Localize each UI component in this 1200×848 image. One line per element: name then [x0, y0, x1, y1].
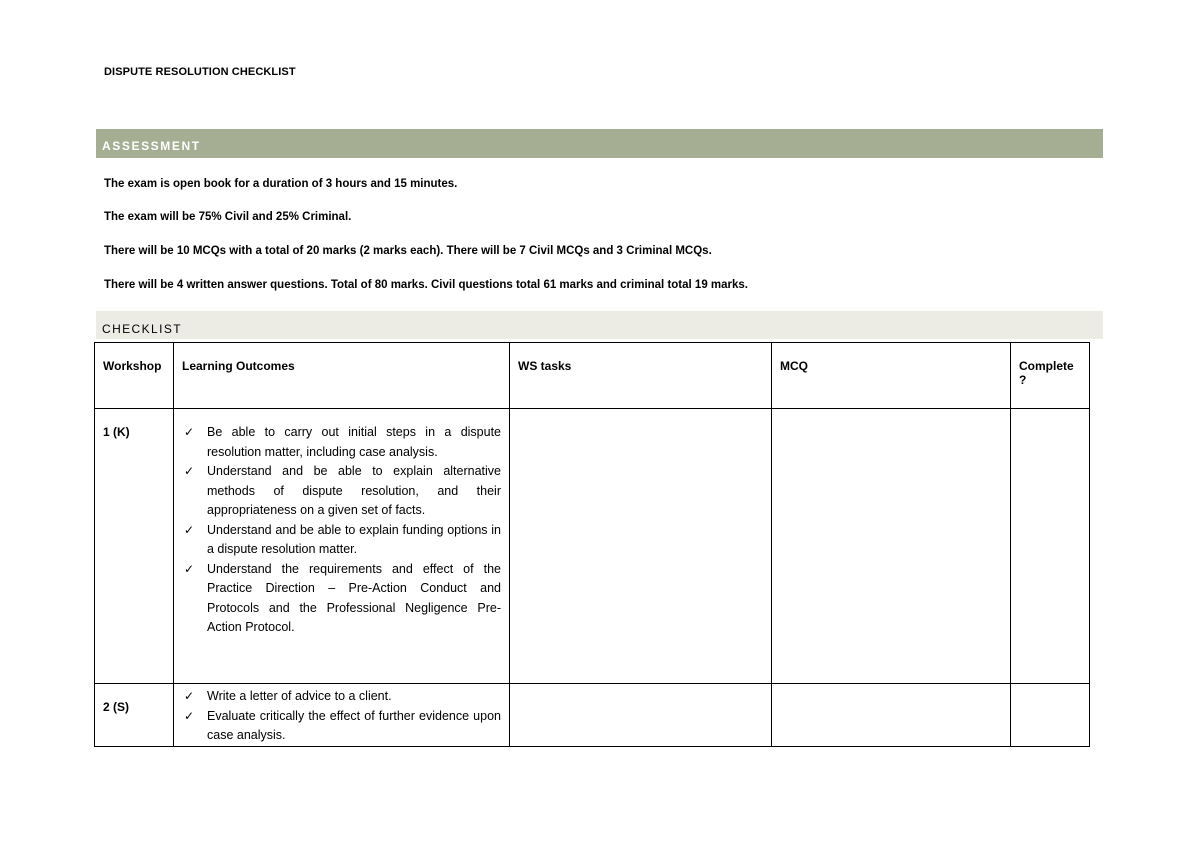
workshop-cell: 1 (K)	[95, 409, 174, 684]
checklist-heading: CHECKLIST	[102, 322, 182, 336]
complete-cell[interactable]	[1011, 684, 1090, 747]
checklist-table	[94, 342, 1090, 747]
checkmark-icon: ✓	[184, 561, 195, 576]
assessment-heading: ASSESSMENT	[102, 139, 201, 153]
list-item	[182, 521, 501, 560]
column-header-mcq: MCQ	[772, 343, 1011, 409]
checkmark-icon: ✓	[184, 708, 195, 723]
checkmark-icon: ✓	[184, 689, 195, 703]
ws-tasks-cell[interactable]	[510, 684, 772, 747]
complete-cell[interactable]	[1011, 409, 1090, 684]
assessment-paragraph: There will be 4 written answer questions. Total of 80 marks. Civil questions total 61 marks and criminal total 19 marks.	[104, 279, 748, 291]
list-item	[182, 687, 501, 707]
document-title: DISPUTE RESOLUTION CHECKLIST	[104, 66, 296, 78]
mcq-cell[interactable]	[772, 684, 1011, 747]
outcome-text: Understand and be able to explain funding options in a dispute resolution matter.	[207, 522, 501, 556]
table-row	[95, 684, 1090, 747]
list-item	[182, 707, 501, 746]
column-header-learning-outcomes: Learning Outcomes	[174, 343, 510, 409]
checkmark-icon: ✓	[184, 425, 195, 439]
list-item	[182, 423, 501, 462]
column-header-workshop: Workshop	[95, 343, 174, 409]
table-header-row	[95, 343, 1090, 409]
assessment-paragraph: The exam is open book for a duration of 3 hours and 15 minutes.	[104, 178, 458, 190]
assessment-heading-bar	[96, 129, 1103, 158]
checkmark-icon: ✓	[184, 522, 195, 537]
assessment-paragraph: The exam will be 75% Civil and 25% Criminal.	[104, 211, 352, 223]
learning-outcomes-cell	[174, 684, 510, 747]
outcome-text: Write a letter of advice to a client.	[207, 689, 392, 703]
checkmark-icon: ✓	[184, 464, 195, 478]
list-item	[182, 560, 501, 638]
outcome-text: Evaluate critically the effect of further evidence upon case analysis.	[207, 708, 501, 742]
ws-tasks-cell[interactable]	[510, 409, 772, 684]
list-item	[182, 462, 501, 521]
assessment-paragraph: There will be 10 MCQs with a total of 20 marks (2 marks each). There will be 7 Civil MCQs and 3 Criminal MCQs.	[104, 245, 712, 257]
mcq-cell[interactable]	[772, 409, 1011, 684]
column-header-complete: Complete ?	[1011, 343, 1090, 409]
outcomes-list	[174, 409, 509, 638]
outcome-text: Understand the requirements and effect of the Practice Direction – Pre-Action Conduct and Protocols and the Professional Negligence Pre-Action Protocol.	[207, 561, 501, 634]
outcome-text: Understand and be able to explain alternative methods of dispute resolution, and their appropriateness on a given set of facts.	[207, 464, 501, 517]
workshop-cell: 2 (S)	[95, 684, 174, 747]
column-header-ws-tasks: WS tasks	[510, 343, 772, 409]
checklist-heading-bar	[96, 311, 1103, 339]
learning-outcomes-cell	[174, 409, 510, 684]
outcomes-list	[174, 684, 509, 746]
table-row	[95, 409, 1090, 684]
outcome-text: Be able to carry out initial steps in a dispute resolution matter, including case analysis.	[207, 425, 501, 459]
